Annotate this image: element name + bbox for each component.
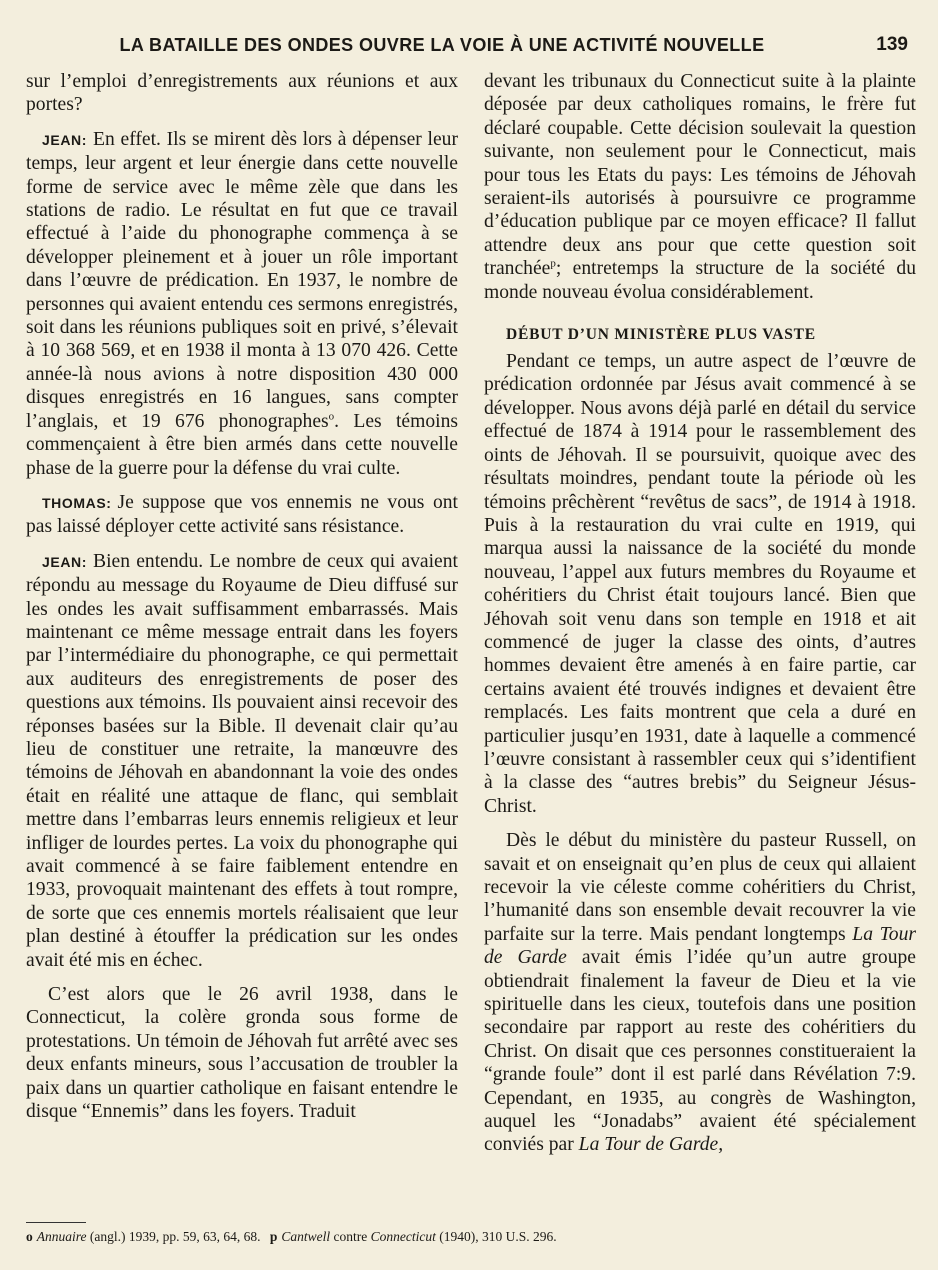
paragraph [26, 70, 458, 117]
section-heading: DÉBUT D’UN MINISTÈRE PLUS VASTE [506, 326, 816, 344]
footnote-italic: Connecticut [370, 1229, 436, 1244]
footnote-text: (angl.) 1939, pp. 59, 63, 64, 68. [86, 1229, 261, 1244]
paragraph-text: sur l’emploi d’enregistrements aux réunions et aux portes? [26, 71, 458, 116]
footnote-ref[interactable]: o [328, 410, 335, 423]
footnote-italic: Cantwell [281, 1229, 331, 1244]
italic-title: La Tour de Garde, [578, 1134, 724, 1156]
footnote-ref[interactable]: p [550, 257, 556, 270]
footnote-italic: Annuaire [36, 1229, 87, 1244]
page-header [26, 30, 908, 60]
paragraph-text: Bien entendu. Le nombre de ceux qui avaient répondu au message du Royaume de Dieu diffusé sur les ondes les avait suffisamment embarrassés. Mais maintenant ce même message entrait dans les foyers par l’intermédiaire du phonographe, ce qui permettait aux auditeurs des enregistrements de poser des questions aux témoins. Ils pouvaient ainsi recevoir des réponses basées sur la Bible. Il devenait clair qu’au lieu de constituer une retraite, la manœuvre des témoins de Jéhovah en abandonnant la voie des ondes était en réalité une attaque de flanc, qui semblait mettre dans l’embarras leurs ennemis religieux et leur infliger de lourdes pertes. La voix du phonographe qui avait commencé à se faire faiblement entendre en 1933, provoquait maintenant des effets à tout rompre, de sorte que ces ennemis mortels réalisaient que leur plan destiné à étouffer la prédication sur les ondes avait été mis en échec. [26, 550, 458, 971]
speaker-label: THOMAS: [42, 494, 112, 511]
footnote-divider [26, 1222, 86, 1223]
paragraph [484, 70, 916, 304]
footnote-text: (1940), 310 U.S. 296. [435, 1229, 557, 1244]
paragraph [26, 983, 458, 1123]
paragraph-text: . Les témoins commençaient à être bien armés dans cette nouvelle phase de la guerre pour la défense du vrai culte. [26, 410, 458, 479]
dialogue-paragraph [26, 550, 458, 972]
left-column [26, 70, 458, 1215]
footnote-marker: p [269, 1229, 278, 1244]
paragraph-text: Pendant ce temps, un autre aspect de l’œuvre de prédication ordonnée par Jésus avait commencé à se développer. Nous avons déjà parlé en détail du service effectué de 1874 à 1914 pour le rassemblement des oints de Jéhovah. Il se poursuivit, quoique avec des résultats moindres, pendant toute la période où les témoins prêchèrent “revêtus de sacs”, de 1914 à 1918. Puis à la restauration du vrai culte en 1919, qui marqua aussi la naissance de la société du monde nouveau, l’appel aux futurs membres du Royaume et cohéritiers du Christ était toujours lancé. Bien que Jéhovah soit venu dans son temple en 1918 et ait commencé de juger la classe des oints, d’autres hommes devaient être amenés à en faire partie, car certains avaient été trouvés indignes et devaient être remplacés. Les faits montrent que cela a duré en particulier jusqu’en 1931, date à laquelle a commencé l’œuvre consistant à rassembler ceux qui s’identifient à la classe des “autres brebis” du Seigneur Jésus-Christ. [484, 351, 916, 817]
speaker-label: JEAN: [42, 553, 88, 570]
paragraph-text: devant les tribunaux du Connecticut suite à la plainte déposée par deux catholiques romains, le frère fut déclaré coupable. Cette décision soulevait la question suivante, non seulement pour le Connecticut, mais pour tous les Etats du pays: Les témoins de Jéhovah seraient-ils autorisés à poursuivre ce programme d’éducation publique par ce moyen efficace? Il fallut attendre deux ans pour que cette question soit tranchée [484, 71, 916, 280]
italic-title: La Tour de Garde [484, 923, 916, 969]
paragraph-text: ; entretemps la structure de la société du monde nouveau évolua considérablement. [484, 258, 916, 303]
text-columns [26, 70, 916, 1215]
right-column [484, 70, 916, 1215]
page-number: 139 [876, 34, 908, 55]
paragraph [484, 350, 916, 818]
footnote-text: contre [330, 1229, 371, 1244]
footnote-marker: o [26, 1229, 33, 1244]
dialogue-paragraph [26, 128, 458, 480]
footnotes [26, 1228, 906, 1246]
running-head: LA BATAILLE DES ONDES OUVRE LA VOIE À UNE ACTIVITÉ NOUVELLE [119, 34, 765, 55]
paragraph-text: avait émis l’idée qu’un autre groupe obtiendrait finalement la faveur de Dieu et la vie spirituelle dans les cieux, toutefois dans une position secondaire par rapport au reste des cohéritiers du Christ. On disait que ces personnes constitueraient la “grande foule” dont il est parlé dans Révélation 7:9. Cependant, en 1935, au congrès de Washington, auquel les “Jonadabs” avaient été spécialement conviés par [484, 947, 916, 1156]
paragraph [484, 829, 916, 1157]
dialogue-paragraph [26, 491, 458, 539]
paragraph-text: C’est alors que le 26 avril 1938, dans le Connecticut, la colère gronda sous forme de protestations. Un témoin de Jéhovah fut arrêté avec ses deux enfants mineurs, sous l’accusation de troubler la paix dans un quartier catholique en faisant entendre le disque “Ennemis” dans les foyers. Traduit [26, 984, 458, 1123]
paragraph-text: En effet. Ils se mirent dès lors à dépenser leur temps, leur argent et leur énergie dans cette nouvelle forme de service avec le même zèle que dans les stations de radio. Le résultat en fut que ce travail effectué à l’aide du phonographe commença à se développer pleinement et à jouer un rôle important dans l’œuvre de prédication. En 1937, le nombre de personnes qui avaient entendu ces sermons enregistrés, soit dans les réunions publiques soit en privé, s’élevait à 10 368 569, et en 1938 il monta à 13 070 426. Cette année-là nous avions à notre disposition 430 000 disques enregistrés en 16 langues, sans compter l’anglais, et 19 676 phonographes [26, 128, 458, 432]
paragraph-text: Je suppose que vos ennemis ne vous ont pas laissé déployer cette activité sans résistance. [26, 491, 458, 538]
speaker-label: JEAN: [42, 131, 88, 148]
paragraph-text: Dès le début du ministère du pasteur Russell, on savait et on enseignait qu’en plus de ceux qui allaient recevoir la vie céleste comme cohéritiers du Christ, l’humanité dans son ensemble devait recouvrer la vie parfaite sur la terre. Mais pendant longtemps [484, 830, 916, 945]
